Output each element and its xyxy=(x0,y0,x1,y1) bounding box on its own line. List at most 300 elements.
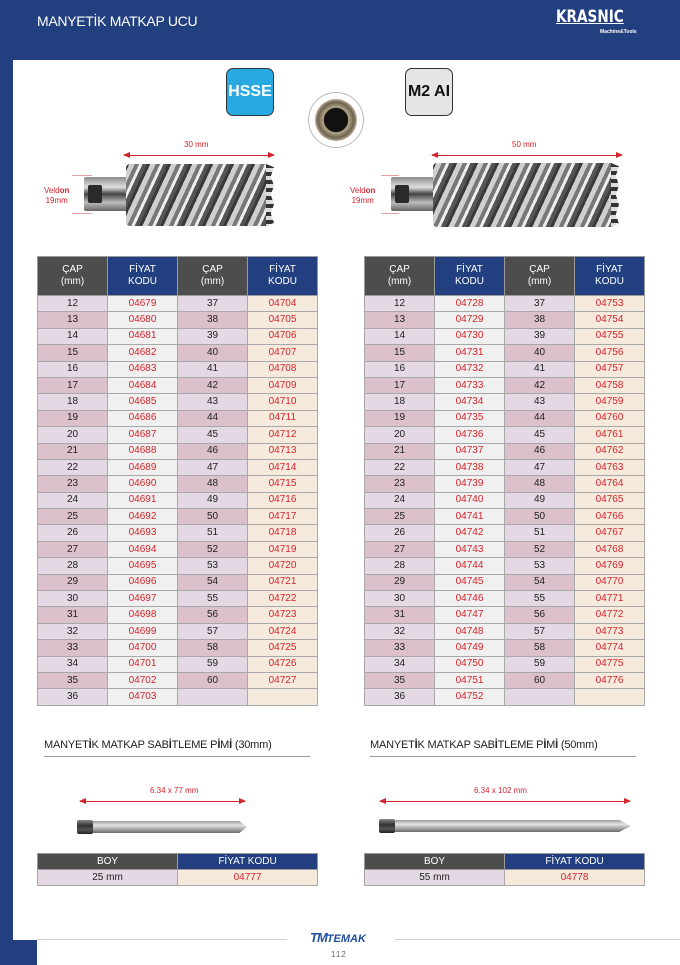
cap-cell: 13 xyxy=(38,312,108,328)
table-row xyxy=(365,410,645,426)
code-cell: 04754 xyxy=(575,312,645,328)
cap-cell: 30 xyxy=(38,591,108,607)
cap-cell xyxy=(505,689,575,705)
krasnic-logo xyxy=(556,7,641,35)
header-cap xyxy=(365,257,435,296)
code-cell: 04701 xyxy=(108,656,178,672)
code-cell: 04739 xyxy=(435,476,505,492)
table-row xyxy=(38,345,318,361)
code-cell: 04733 xyxy=(435,377,505,393)
table-row xyxy=(38,492,318,508)
cap-cell: 43 xyxy=(178,394,248,410)
table-row xyxy=(365,672,645,688)
drill-shank-left xyxy=(84,177,128,211)
cap-cell: 54 xyxy=(178,574,248,590)
code-cell: 04693 xyxy=(108,525,178,541)
cap-cell: 42 xyxy=(178,377,248,393)
code-cell: 04696 xyxy=(108,574,178,590)
header-cap xyxy=(178,257,248,296)
code-cell: 04741 xyxy=(435,509,505,525)
header-code-line2: KODU xyxy=(268,276,297,287)
cap-cell: 26 xyxy=(38,525,108,541)
code-cell: 04748 xyxy=(435,623,505,639)
weldon-text: Veld xyxy=(350,186,366,195)
title-part: İ xyxy=(229,739,232,751)
cap-cell: 30 xyxy=(365,591,435,607)
cap-cell: 27 xyxy=(365,541,435,557)
code-cell: 04683 xyxy=(108,361,178,377)
cap-cell: 25 xyxy=(365,509,435,525)
cap-cell: 21 xyxy=(365,443,435,459)
code-cell: 04778 xyxy=(505,870,645,886)
cap-cell: 59 xyxy=(505,656,575,672)
pin-section-title-left xyxy=(44,739,272,751)
cap-cell: 51 xyxy=(505,525,575,541)
title-part: İ xyxy=(217,739,221,751)
code-cell: 04776 xyxy=(575,672,645,688)
cap-cell: 59 xyxy=(178,656,248,672)
code-cell: 04728 xyxy=(435,296,505,312)
code-cell: 04716 xyxy=(248,492,318,508)
cap-cell: 44 xyxy=(178,410,248,426)
cap-cell: 29 xyxy=(38,574,108,590)
cap-cell: 40 xyxy=(178,345,248,361)
code-cell: 04747 xyxy=(435,607,505,623)
header-cap-line1: ÇAP xyxy=(389,264,410,275)
pin-table-left xyxy=(37,853,318,886)
table-row xyxy=(365,296,645,312)
table-row xyxy=(38,574,318,590)
boy-cell: 55 mm xyxy=(365,870,505,886)
code-cell: 04757 xyxy=(575,361,645,377)
title-part: İ xyxy=(555,739,558,751)
cap-cell: 36 xyxy=(38,689,108,705)
code-cell: 04730 xyxy=(435,328,505,344)
table-row xyxy=(38,541,318,557)
footer-rule-left xyxy=(37,939,287,940)
page-title: MANYETİK MATKAP UCU xyxy=(37,13,198,29)
table-row xyxy=(365,591,645,607)
code-cell: 04700 xyxy=(108,640,178,656)
table-row xyxy=(38,443,318,459)
boy-cell: 25 mm xyxy=(38,870,178,886)
table-row xyxy=(365,394,645,410)
code-cell: 04773 xyxy=(575,623,645,639)
table-row xyxy=(365,607,645,623)
logo-text: KRASNIC xyxy=(556,7,624,27)
table-row xyxy=(365,361,645,377)
title-part: TLEME P xyxy=(171,739,218,751)
code-cell: 04743 xyxy=(435,541,505,557)
code-cell: 04723 xyxy=(248,607,318,623)
cap-cell: 44 xyxy=(505,410,575,426)
cap-cell: 24 xyxy=(365,492,435,508)
cap-cell: 21 xyxy=(38,443,108,459)
code-cell: 04691 xyxy=(108,492,178,508)
table-row xyxy=(38,525,318,541)
code-cell: 04749 xyxy=(435,640,505,656)
title-part: İ xyxy=(543,739,547,751)
code-cell: 04680 xyxy=(108,312,178,328)
code-cell: 04767 xyxy=(575,525,645,541)
cap-cell: 14 xyxy=(38,328,108,344)
code-cell: 04686 xyxy=(108,410,178,426)
code-cell: 04751 xyxy=(435,672,505,688)
cap-cell: 45 xyxy=(178,427,248,443)
cap-cell: 31 xyxy=(38,607,108,623)
header-code-line2: KODU xyxy=(455,276,484,287)
code-cell: 04705 xyxy=(248,312,318,328)
table-row xyxy=(365,509,645,525)
code-cell: 04702 xyxy=(108,672,178,688)
table-row xyxy=(38,427,318,443)
header-boy: BOY xyxy=(38,854,178,870)
code-cell: 04698 xyxy=(108,607,178,623)
code-cell: 04724 xyxy=(248,623,318,639)
code-cell: 04692 xyxy=(108,509,178,525)
code-cell: 04718 xyxy=(248,525,318,541)
footer-rule-right xyxy=(395,939,680,940)
header-code-line1: FİYAT xyxy=(269,264,296,275)
title-part: İ xyxy=(168,739,172,751)
drill-length-label-left: 30 mm xyxy=(184,140,209,149)
code-cell: 04714 xyxy=(248,459,318,475)
cap-cell: 38 xyxy=(178,312,248,328)
weldon-label-left xyxy=(44,186,69,206)
cap-cell: 17 xyxy=(38,377,108,393)
code-cell: 04768 xyxy=(575,541,645,557)
table-row xyxy=(38,296,318,312)
code-cell: 04717 xyxy=(248,509,318,525)
code-cell: 04685 xyxy=(108,394,178,410)
table-row xyxy=(38,591,318,607)
table-row xyxy=(38,377,318,393)
cap-cell: 43 xyxy=(505,394,575,410)
cap-cell: 31 xyxy=(365,607,435,623)
code-cell: 04758 xyxy=(575,377,645,393)
title-suffix: (50mm) xyxy=(558,739,598,751)
cap-cell: 19 xyxy=(38,410,108,426)
header-cap xyxy=(505,257,575,296)
drill-tip-right xyxy=(611,163,619,227)
code-cell: 04684 xyxy=(108,377,178,393)
table-body xyxy=(365,296,645,706)
title-part: M xyxy=(546,739,556,751)
header-cap-line2: (mm) xyxy=(527,276,552,287)
code-cell: 04745 xyxy=(435,574,505,590)
code-cell: 04755 xyxy=(575,328,645,344)
code-cell: 04731 xyxy=(435,345,505,361)
cap-cell: 37 xyxy=(505,296,575,312)
table-row xyxy=(365,476,645,492)
cap-cell: 46 xyxy=(505,443,575,459)
table-row xyxy=(365,312,645,328)
table-row xyxy=(38,656,318,672)
title-part: MANYET xyxy=(370,739,415,751)
dimension-arrow-right xyxy=(432,155,622,156)
cap-cell: 15 xyxy=(38,345,108,361)
table-row xyxy=(38,394,318,410)
cap-cell: 53 xyxy=(505,558,575,574)
cap-cell: 58 xyxy=(505,640,575,656)
table-row xyxy=(38,459,318,475)
drill-tip-left xyxy=(266,164,274,226)
title-suffix: (30mm) xyxy=(232,739,272,751)
table-row xyxy=(38,361,318,377)
cap-cell: 56 xyxy=(178,607,248,623)
code-cell: 04688 xyxy=(108,443,178,459)
logo-text: TEMAK xyxy=(326,933,366,945)
code-cell: 04750 xyxy=(435,656,505,672)
code-cell: 04720 xyxy=(248,558,318,574)
code-cell: 04695 xyxy=(108,558,178,574)
logo-subtext: Machine&Tools xyxy=(600,29,637,35)
cap-cell: 25 xyxy=(38,509,108,525)
cap-cell: 51 xyxy=(178,525,248,541)
code-cell: 04752 xyxy=(435,689,505,705)
pin-dimension-arrow-left xyxy=(80,801,245,802)
hsse-price-table xyxy=(37,256,318,706)
weldon-size: 19mm xyxy=(45,196,68,205)
table-row xyxy=(38,558,318,574)
cap-cell: 52 xyxy=(178,541,248,557)
code-cell: 04729 xyxy=(435,312,505,328)
title-part: İ xyxy=(88,739,92,751)
title-part: K MATKAP SAB xyxy=(417,739,495,751)
weldon-label-right xyxy=(350,186,375,206)
code-cell: 04760 xyxy=(575,410,645,426)
side-bar-foot xyxy=(0,940,37,965)
cutter-end-view-image xyxy=(308,92,364,148)
temak-logo xyxy=(310,930,366,945)
title-part: MANYET xyxy=(44,739,89,751)
cap-cell: 57 xyxy=(178,623,248,639)
cap-cell: 49 xyxy=(505,492,575,508)
table-row xyxy=(38,410,318,426)
pin-dimension-right: 6.34 x 102 mm xyxy=(474,786,527,795)
cap-cell: 55 xyxy=(178,591,248,607)
dimension-arrow-left xyxy=(124,155,274,156)
code-cell: 04722 xyxy=(248,591,318,607)
cap-cell: 27 xyxy=(38,541,108,557)
code-cell xyxy=(248,689,318,705)
header-cap-line1: ÇAP xyxy=(62,264,83,275)
cap-cell: 22 xyxy=(38,459,108,475)
cap-cell: 60 xyxy=(505,672,575,688)
header-code xyxy=(435,257,505,296)
cap-cell: 53 xyxy=(178,558,248,574)
code-cell: 04706 xyxy=(248,328,318,344)
extension-line xyxy=(381,213,399,214)
cap-cell: 32 xyxy=(365,623,435,639)
extension-line xyxy=(72,175,92,176)
code-cell: 04753 xyxy=(575,296,645,312)
table-row xyxy=(365,328,645,344)
table-row xyxy=(365,525,645,541)
m2-ai-badge: M2 AI xyxy=(405,68,453,116)
header-code-line2: KODU xyxy=(128,276,157,287)
table-row xyxy=(38,623,318,639)
code-cell: 04777 xyxy=(178,870,318,886)
cap-cell: 34 xyxy=(365,656,435,672)
header-code: FİYAT KODU xyxy=(178,854,318,870)
cap-cell: 39 xyxy=(178,328,248,344)
cap-cell: 35 xyxy=(365,672,435,688)
code-cell: 04704 xyxy=(248,296,318,312)
header-code xyxy=(248,257,318,296)
table-row xyxy=(365,656,645,672)
cap-cell: 55 xyxy=(505,591,575,607)
table-row xyxy=(38,672,318,688)
header-code xyxy=(108,257,178,296)
pin-image-left xyxy=(77,820,247,834)
cap-cell: 16 xyxy=(365,361,435,377)
drill-body-right xyxy=(433,163,613,227)
m2-price-table xyxy=(364,256,645,706)
cap-cell: 34 xyxy=(38,656,108,672)
table-row xyxy=(38,689,318,705)
pin-image-right xyxy=(379,819,631,833)
header-cap-line2: (mm) xyxy=(200,276,225,287)
cap-cell: 38 xyxy=(505,312,575,328)
code-cell xyxy=(575,689,645,705)
extension-line xyxy=(381,175,399,176)
drill-body-left xyxy=(126,164,268,226)
table-row xyxy=(365,689,645,705)
cap-cell: 46 xyxy=(178,443,248,459)
code-cell: 04774 xyxy=(575,640,645,656)
table-row xyxy=(38,509,318,525)
table-row xyxy=(365,443,645,459)
weldon-text: Veld xyxy=(44,186,60,195)
drill-length-label-right: 50 mm xyxy=(512,140,537,149)
code-cell: 04762 xyxy=(575,443,645,459)
code-cell: 04681 xyxy=(108,328,178,344)
cap-cell: 17 xyxy=(365,377,435,393)
code-cell: 04763 xyxy=(575,459,645,475)
cap-cell: 45 xyxy=(505,427,575,443)
code-cell: 04771 xyxy=(575,591,645,607)
cap-cell: 36 xyxy=(365,689,435,705)
header-code-line1: FİYAT xyxy=(129,264,156,275)
pin-dimension-arrow-right xyxy=(380,801,630,802)
cap-cell: 60 xyxy=(178,672,248,688)
header-cap-line2: (mm) xyxy=(60,276,85,287)
code-cell: 04712 xyxy=(248,427,318,443)
cap-cell: 56 xyxy=(505,607,575,623)
table-row xyxy=(365,427,645,443)
header-code: FİYAT KODU xyxy=(505,854,645,870)
code-cell: 04713 xyxy=(248,443,318,459)
cap-cell: 23 xyxy=(365,476,435,492)
code-cell: 04725 xyxy=(248,640,318,656)
header-cap-line1: ÇAP xyxy=(529,264,550,275)
title-part: İ xyxy=(494,739,498,751)
table-row xyxy=(38,312,318,328)
cap-cell: 41 xyxy=(505,361,575,377)
cap-cell: 42 xyxy=(505,377,575,393)
cap-cell: 37 xyxy=(178,296,248,312)
code-cell: 04710 xyxy=(248,394,318,410)
cap-cell: 48 xyxy=(505,476,575,492)
title-part: TLEME P xyxy=(497,739,544,751)
code-cell: 04703 xyxy=(108,689,178,705)
title-part: İ xyxy=(414,739,418,751)
title-part: M xyxy=(220,739,230,751)
extension-line xyxy=(72,213,92,214)
cap-cell: 18 xyxy=(365,394,435,410)
cap-cell: 50 xyxy=(178,509,248,525)
cap-cell: 29 xyxy=(365,574,435,590)
side-bar xyxy=(0,60,13,940)
cap-cell: 22 xyxy=(365,459,435,475)
code-cell: 04719 xyxy=(248,541,318,557)
table-row xyxy=(38,476,318,492)
cap-cell: 48 xyxy=(178,476,248,492)
weldon-size: 19mm xyxy=(351,196,374,205)
code-cell: 04715 xyxy=(248,476,318,492)
cap-cell: 49 xyxy=(178,492,248,508)
cap-cell: 47 xyxy=(505,459,575,475)
header-code xyxy=(575,257,645,296)
pin-section-title-right xyxy=(370,739,598,751)
cap-cell: 32 xyxy=(38,623,108,639)
code-cell: 04687 xyxy=(108,427,178,443)
table-row xyxy=(365,377,645,393)
cap-cell: 33 xyxy=(38,640,108,656)
code-cell: 04707 xyxy=(248,345,318,361)
weldon-text-bold: on xyxy=(59,186,70,195)
cap-cell: 58 xyxy=(178,640,248,656)
cap-cell: 57 xyxy=(505,623,575,639)
table-row xyxy=(365,541,645,557)
code-cell: 04699 xyxy=(108,623,178,639)
header-boy: BOY xyxy=(365,854,505,870)
table-row xyxy=(38,640,318,656)
code-cell: 04732 xyxy=(435,361,505,377)
section-divider xyxy=(370,756,636,757)
code-cell: 04765 xyxy=(575,492,645,508)
code-cell: 04682 xyxy=(108,345,178,361)
cap-cell: 28 xyxy=(365,558,435,574)
code-cell: 04736 xyxy=(435,427,505,443)
code-cell: 04775 xyxy=(575,656,645,672)
code-cell: 04721 xyxy=(248,574,318,590)
cap-cell: 35 xyxy=(38,672,108,688)
cap-cell: 23 xyxy=(38,476,108,492)
code-cell: 04744 xyxy=(435,558,505,574)
logo-mark: TM xyxy=(310,930,327,945)
cap-cell: 24 xyxy=(38,492,108,508)
table-row xyxy=(38,328,318,344)
code-cell: 04742 xyxy=(435,525,505,541)
pin-dimension-left: 6.34 x 77 mm xyxy=(150,786,199,795)
hsse-badge: HSSE xyxy=(226,68,274,116)
code-cell: 04726 xyxy=(248,656,318,672)
cap-cell: 28 xyxy=(38,558,108,574)
code-cell: 04764 xyxy=(575,476,645,492)
cap-cell: 14 xyxy=(365,328,435,344)
code-cell: 04689 xyxy=(108,459,178,475)
table-row xyxy=(365,623,645,639)
cap-cell: 19 xyxy=(365,410,435,426)
cap-cell: 12 xyxy=(38,296,108,312)
code-cell: 04769 xyxy=(575,558,645,574)
cap-cell: 54 xyxy=(505,574,575,590)
cap-cell: 41 xyxy=(178,361,248,377)
code-cell: 04679 xyxy=(108,296,178,312)
code-cell: 04738 xyxy=(435,459,505,475)
